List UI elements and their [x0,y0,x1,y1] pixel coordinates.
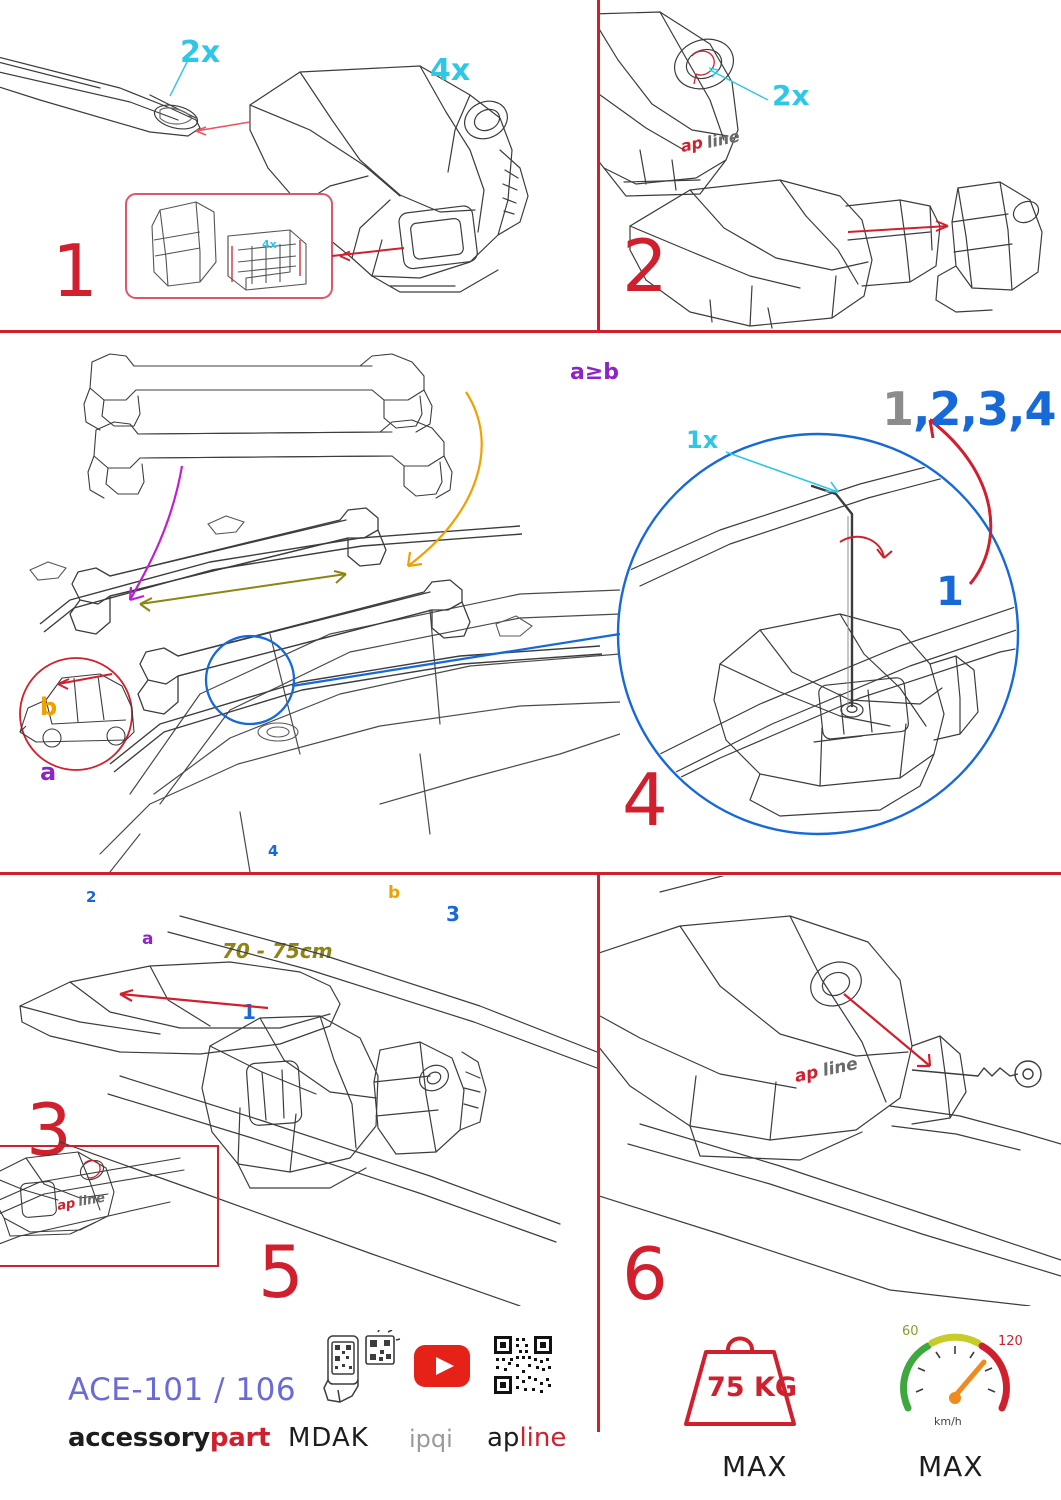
callout-pos-1: 1 [242,1000,256,1024]
step-number-3: 3 [26,1088,72,1172]
callout-order-1: 1 [936,569,964,615]
brand-part-text: part [209,1423,271,1453]
callout-label-b-bar: b [40,693,58,721]
callout-a-gte-b: a≥b [570,360,620,385]
svg-text:line: line [77,1190,107,1210]
brand-ipqi: ipqi [409,1425,453,1453]
svg-text:ap: ap [56,1196,77,1214]
callout-a-position: a [142,929,154,949]
speed-unit-label: km/h [934,1415,962,1428]
callout-1x-key: 1x [686,426,719,454]
svg-text:line: line [704,126,742,152]
step-6-panel [600,876,1061,1316]
svg-text:4x: 4x [262,238,277,251]
step-3-panel [0,334,620,1172]
speed-min-tick: 60 [902,1324,919,1339]
scan-qr-phone-icon [318,1330,404,1406]
callout-pos-2: 2 [86,888,97,906]
callout-distance: 70 - 75cm [222,939,333,963]
callout-pos-4: 4 [268,842,279,860]
youtube-icon[interactable] [414,1345,470,1387]
callout-pos-3: 3 [446,902,460,926]
callout-4x-foot: 4x [430,53,471,88]
order-rest: ,2,3,4 [913,382,1056,436]
section-divider-1 [0,330,1061,333]
step-number-6: 6 [622,1232,668,1316]
max-weight-value: 75 KG [707,1372,798,1403]
brand-accessory-text: accessory [68,1423,210,1453]
brand-line-text: line [519,1423,567,1453]
step-4-panel [570,334,1061,872]
order-first: 1 [882,382,914,436]
svg-text:line: line [820,1053,860,1081]
section-divider-2 [0,872,1061,875]
callout-order-sequence [882,382,1055,436]
step-number-4: 4 [622,758,668,842]
max-weight-label: MAX [722,1450,788,1483]
brand-accessorypart [68,1423,270,1453]
max-speed-label: MAX [918,1450,984,1483]
speed-max-tick: 120 [998,1334,1023,1349]
step-3-illustration [0,334,620,872]
svg-text:ap: ap [678,132,705,156]
callout-label-a-bar: a [40,758,57,786]
brand-mdak: MDAK [288,1423,369,1453]
callout-b-position: b [388,883,401,903]
svg-text:ap: ap [792,1062,821,1087]
step-number-2: 2 [622,224,668,308]
callout-2x-lock: 2x [772,79,810,112]
step-2-illustration [600,0,1061,330]
product-code: ACE-101 / 106 [68,1372,297,1408]
step-5-panel [0,876,597,1314]
brand-ap-text: ap [487,1423,520,1453]
brand-apline [487,1423,566,1453]
callout-2x-bar: 2x [180,35,221,70]
step-1-panel [0,0,597,330]
step-2-panel [600,0,1061,330]
step-number-5: 5 [258,1230,304,1314]
step-6-illustration [600,876,1061,1306]
step-number-1: 1 [52,229,98,313]
qr-code-icon [492,1334,554,1396]
